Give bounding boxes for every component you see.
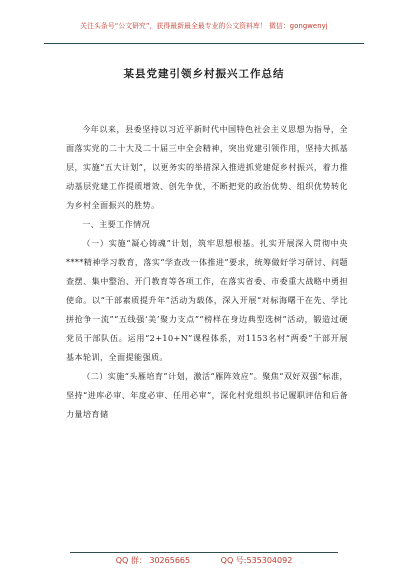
intro-paragraph: 今年以来，县委坚持以习近平新时代中国特色社会主义思想为指导，全面落实党的二十大及二十届三中全会精神，突出党建引领作用，坚持大抓基层，实施“五大计划”，以更务实的举措深入推进抓党建促乡村振兴，着力推动基层党建工作提质增效、创先争优，不断把党的政治优势、组织优势转化为乡村全面振兴的胜势。 (66, 124, 348, 210)
footer-divider (70, 552, 338, 553)
body-paragraph: （一）实施“凝心铸魂”计划，筑牢思想根基。扎实开展深入贯彻中央****精神学习教育，落实“学查改一体推进”要求，统筹做好学习研讨、问题查摆、集中整治、开门教育等各项工作，在落实省委、市委重大战略中勇担使命。以“干部素质提升年”活动为载体，深入开展“对标海曙干在先、学比拼抢争一流”“五线强‘美’聚力支点”“榜样在身边典型选树”活动，锻造过硬党员干部队伍。运用“2+10+N”课程体系，对1153名村“两委”干部开展基本轮训，全面提能强质。 (66, 238, 348, 362)
document-title: 某县党建引领乡村振兴工作总结 (123, 68, 285, 80)
header-divider (44, 43, 364, 44)
section-heading: 一、主要工作情况 (82, 219, 151, 229)
document-body (66, 120, 348, 424)
footer (0, 555, 408, 566)
footer-qq-group: QQ 群： 30265665 (115, 556, 191, 565)
body-paragraph: （二）实施“头雁培育”计划，激活“雁阵效应”。聚焦“双好双强”标准，坚持“进库必审、年度必审、任用必审”，深化村党组织书记履职评估和后备力量培育储 (66, 371, 348, 419)
footer-qq-number: QQ 号:535304092 (220, 556, 293, 565)
header-banner: 关注头条号“公文研究”，获得最新最全最专业的公文资料库！ 微信：gongwenyj (80, 22, 328, 30)
